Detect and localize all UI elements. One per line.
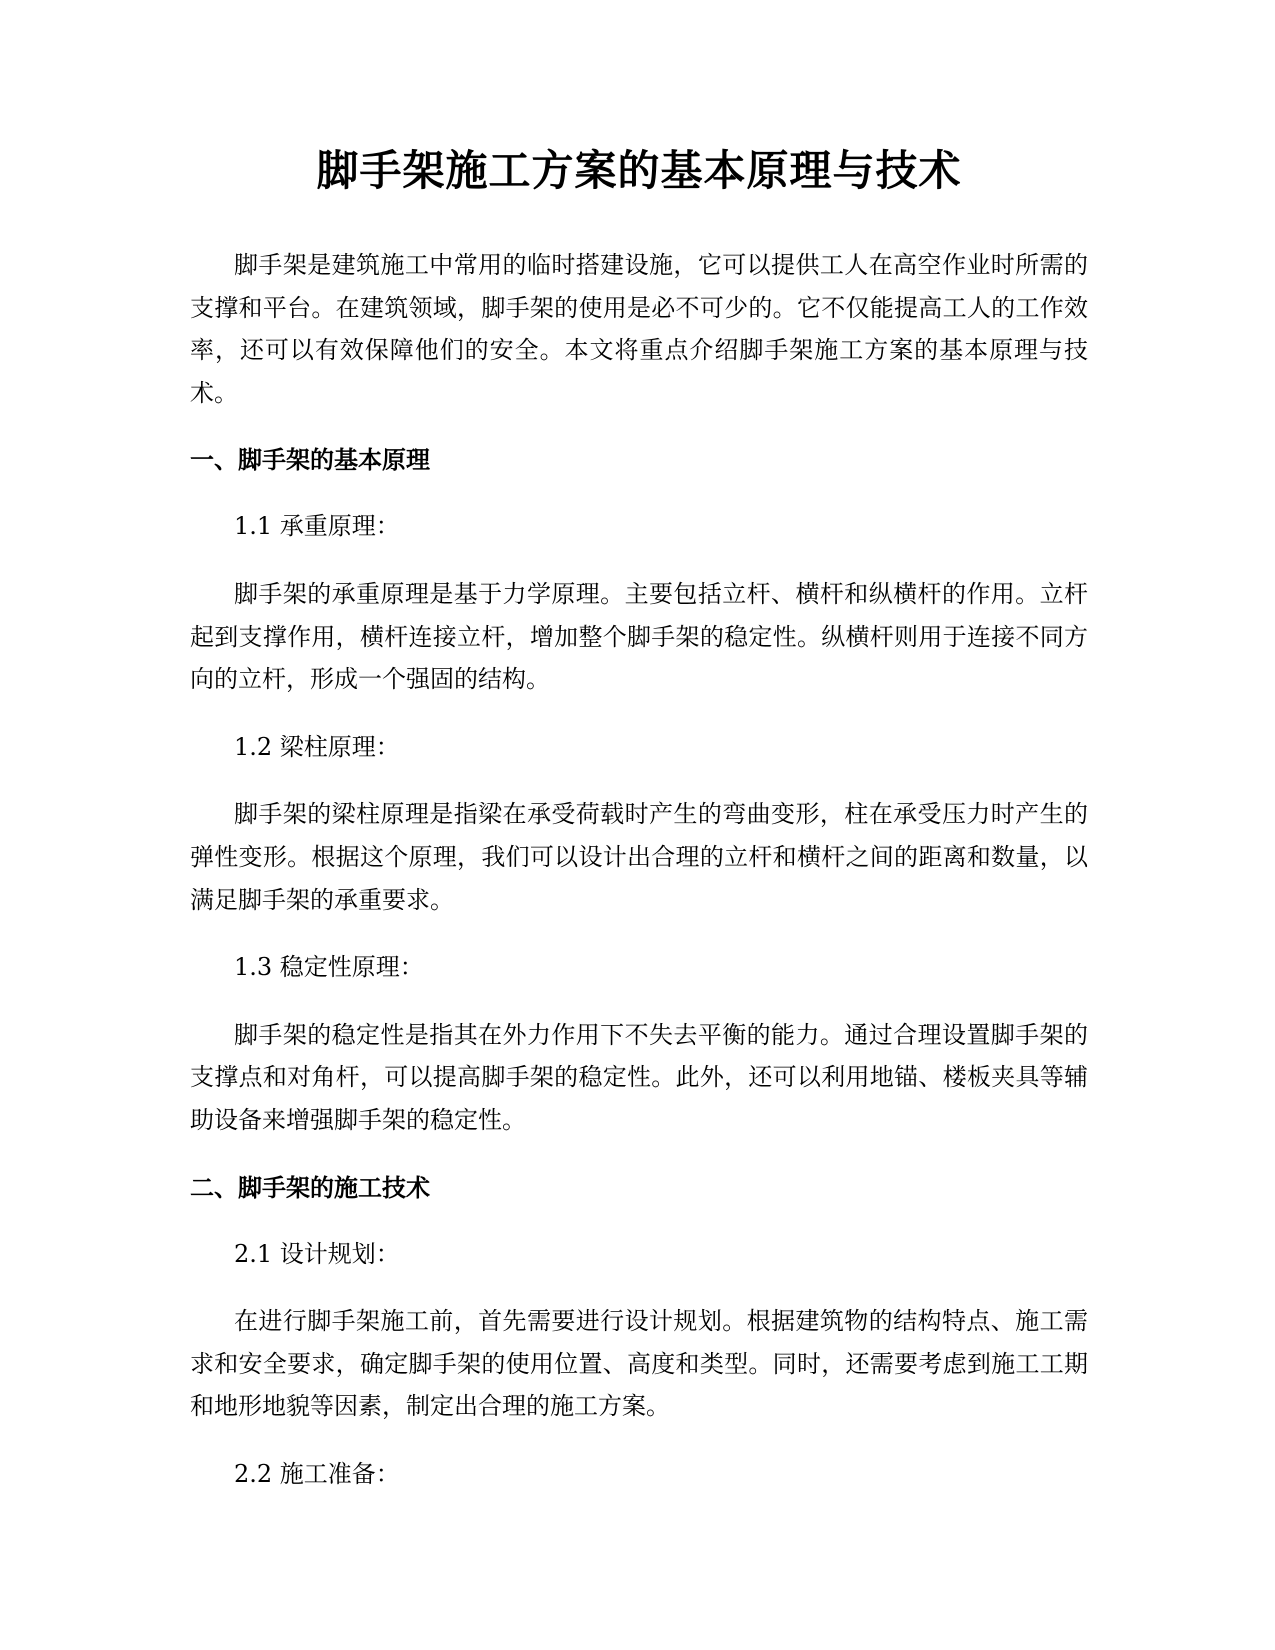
section-heading-principles: 一、脚手架的基本原理	[190, 446, 430, 475]
document-title: 脚手架施工方案的基本原理与技术	[316, 146, 962, 195]
paragraph-stability: 脚手架的稳定性是指其在外力作用下不失去平衡的能力。通过合理设置脚手架的支撑点和对角杆，可以提高脚手架的稳定性。此外，还可以利用地锚、楼板夹具等辅助设备来增强脚手架的稳定性。	[190, 1020, 1088, 1134]
subsection-title-stability: 1.3 稳定性原理：	[234, 953, 424, 982]
subsection-title-beam-column: 1.2 梁柱原理：	[234, 732, 400, 761]
subsection-title-construction-prep: 2.2 施工准备：	[234, 1459, 400, 1488]
document-body	[190, 138, 1088, 1520]
subsection-title-load-bearing: 1.1 承重原理：	[234, 512, 400, 541]
subsection-title-design-planning: 2.1 设计规划：	[234, 1239, 400, 1268]
paragraph-design-planning: 在进行脚手架施工前，首先需要进行设计规划。根据建筑物的结构特点、施工需求和安全要求，确定脚手架的使用位置、高度和类型。同时，还需要考虑到施工工期和地形地貌等因素，制定出合理的施工方案。	[190, 1307, 1088, 1421]
section-heading-techniques: 二、脚手架的施工技术	[190, 1173, 430, 1202]
intro-paragraph: 脚手架是建筑施工中常用的临时搭建设施，它可以提供工人在高空作业时所需的支撑和平台。在建筑领域，脚手架的使用是必不可少的。它不仅能提高工人的工作效率，还可以有效保障他们的安全。本文将重点介绍脚手架施工方案的基本原理与技术。	[190, 251, 1088, 407]
paragraph-beam-column: 脚手架的梁柱原理是指梁在承受荷载时产生的弯曲变形，柱在承受压力时产生的弹性变形。根据这个原理，我们可以设计出合理的立杆和横杆之间的距离和数量，以满足脚手架的承重要求。	[190, 800, 1088, 914]
paragraph-load-bearing: 脚手架的承重原理是基于力学原理。主要包括立杆、横杆和纵横杆的作用。立杆起到支撑作用，横杆连接立杆，增加整个脚手架的稳定性。纵横杆则用于连接不同方向的立杆，形成一个强固的结构。	[190, 579, 1088, 694]
